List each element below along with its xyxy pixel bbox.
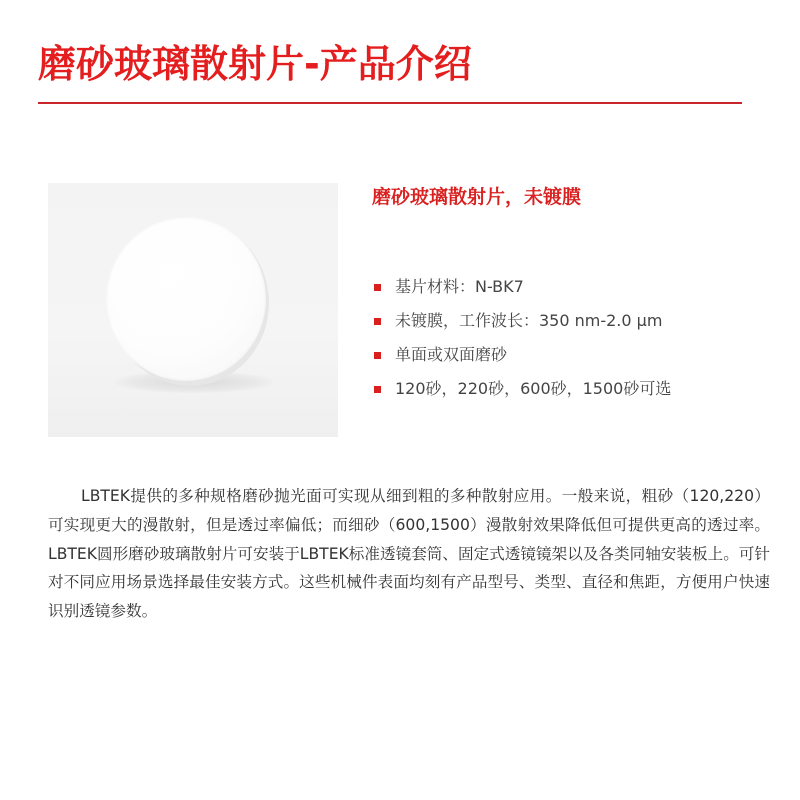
product-heading: 磨砂玻璃散射片，未镀膜 bbox=[372, 186, 582, 208]
spec-item-sides bbox=[374, 338, 671, 372]
page-title: 磨砂玻璃散射片-产品介绍 bbox=[38, 42, 472, 86]
square-bullet-icon bbox=[374, 284, 381, 291]
product-description: LBTEK提供的多种规格磨砂抛光面可实现从细到粗的多种散射应用。一般来说，粗砂（120,220）可实现更大的漫散射，但是透过率偏低；而细砂（600,1500）漫散射效果降低但可提供更高的透过率。LBTEK圆形磨砂玻璃散射片可安装于LBTEK标准透镜套筒、固定式透镜镜架以及各类同轴安装板上。可针对不同应用场景选择最佳安装方式。这些机械件表面均刻有产品型号、类型、直径和焦距，方便用户快速识别透镜参数。 bbox=[48, 487, 770, 621]
spec-list bbox=[374, 270, 671, 406]
product-image bbox=[48, 183, 338, 437]
square-bullet-icon bbox=[374, 318, 381, 325]
spec-item-wavelength bbox=[374, 304, 671, 338]
frosted-glass-disc-icon bbox=[106, 217, 266, 381]
spec-item-substrate bbox=[374, 270, 671, 304]
square-bullet-icon bbox=[374, 352, 381, 359]
spec-text: 120砂，220砂，600砂，1500砂可选 bbox=[395, 379, 672, 398]
spec-text: 基片材料：N-BK7 bbox=[395, 277, 524, 296]
square-bullet-icon bbox=[374, 386, 381, 393]
spec-text: 未镀膜，工作波长：350 nm-2.0 µm bbox=[395, 311, 663, 330]
spec-text: 单面或双面磨砂 bbox=[395, 345, 508, 364]
title-divider bbox=[38, 102, 742, 104]
spec-item-grit bbox=[374, 372, 671, 406]
